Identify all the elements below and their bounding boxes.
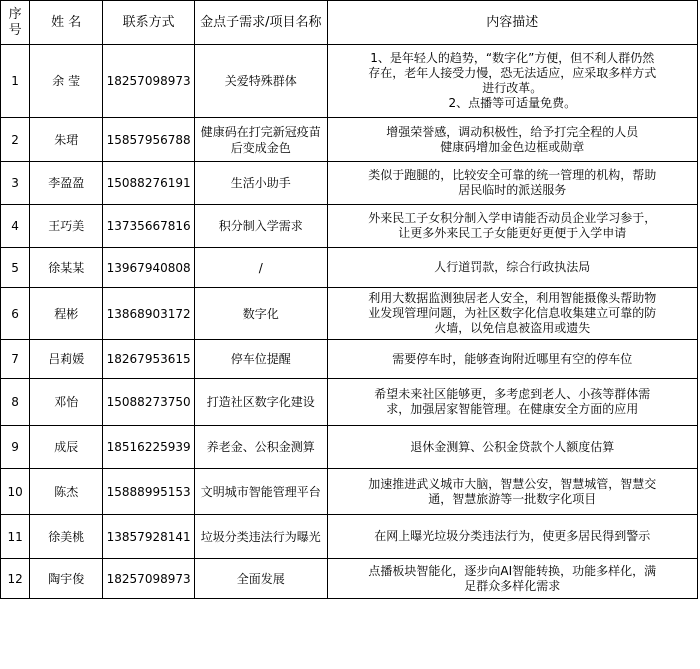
table-row xyxy=(1,379,698,426)
cell-phone: 15857956788 xyxy=(103,118,195,162)
desc-line: 健康码增加金色边框或勋章 xyxy=(440,139,585,154)
cell-phone: 15888995153 xyxy=(103,469,195,515)
header-no: 序号 xyxy=(1,1,30,45)
cell-name: 李盈盈 xyxy=(30,162,103,205)
desc-line: 足群众多样化需求 xyxy=(464,578,561,593)
cell-no: 11 xyxy=(1,515,30,559)
desc-line: 类似于跑腿的，比较安全可靠的统一管理的机构，帮助 xyxy=(368,168,657,182)
cell-name: 陈杰 xyxy=(30,469,103,515)
cell-phone: 18516225939 xyxy=(103,426,195,469)
desc-line: 退休金测算、公积金贷款个人额度估算 xyxy=(410,439,615,454)
header-project: 金点子需求/项目名称 xyxy=(195,1,328,45)
cell-phone: 18257098973 xyxy=(103,45,195,118)
cell-phone: 15088276191 xyxy=(103,162,195,205)
desc-line: 人行道罚款，综合行政执法局 xyxy=(434,260,591,274)
table-row xyxy=(1,248,698,288)
desc-line: 2、点播等可适量免费。 xyxy=(448,96,577,110)
desc-line: 进行改革。 xyxy=(482,81,543,95)
cell-desc xyxy=(327,205,697,248)
cell-name: 徐美桃 xyxy=(30,515,103,559)
cell-project: / xyxy=(195,248,328,288)
table-row xyxy=(1,288,698,340)
table-body xyxy=(1,45,698,599)
cell-name: 吕莉媛 xyxy=(30,340,103,379)
cell-phone: 13868903172 xyxy=(103,288,195,340)
cell-no: 2 xyxy=(1,118,30,162)
cell-no: 4 xyxy=(1,205,30,248)
cell-no: 6 xyxy=(1,288,30,340)
table-row xyxy=(1,162,698,205)
cell-phone: 18267953615 xyxy=(103,340,195,379)
cell-project: 停车位提醒 xyxy=(195,340,328,379)
cell-project: 全面发展 xyxy=(195,559,328,599)
cell-name: 邓怡 xyxy=(30,379,103,426)
cell-name: 徐某某 xyxy=(30,248,103,288)
cell-desc xyxy=(327,162,697,205)
cell-project: 数字化 xyxy=(195,288,328,340)
cell-name: 朱珺 xyxy=(30,118,103,162)
cell-name: 程彬 xyxy=(30,288,103,340)
cell-project: 养老金、公积金测算 xyxy=(195,426,328,469)
table-row xyxy=(1,426,698,469)
table-row xyxy=(1,515,698,559)
desc-line: 利用大数据监测独居老人安全，利用智能摄像头帮助物 xyxy=(368,291,657,305)
cell-project: 打造社区数字化建设 xyxy=(195,379,328,426)
cell-desc xyxy=(327,118,697,162)
cell-phone: 13857928141 xyxy=(103,515,195,559)
cell-desc xyxy=(327,340,697,379)
cell-project: 文明城市智能管理平台 xyxy=(195,469,328,515)
cell-desc xyxy=(327,45,697,118)
desc-line: 求，加强居家智能管理。在健康安全方面的应用 xyxy=(386,402,639,416)
cell-project: 垃圾分类违法行为曝光 xyxy=(195,515,328,559)
cell-phone: 13735667816 xyxy=(103,205,195,248)
desc-line: 业发现管理问题，为社区数字化信息收集建立可靠的防 xyxy=(368,306,657,320)
cell-project: 生活小助手 xyxy=(195,162,328,205)
desc-line: 存在，老年人接受力慢，恐无法适应，应采取多样方式 xyxy=(368,66,657,80)
cell-no: 9 xyxy=(1,426,30,469)
desc-line: 通，智慧旅游等一批数字化项目 xyxy=(428,491,597,506)
cell-no: 7 xyxy=(1,340,30,379)
cell-desc xyxy=(327,288,697,340)
table-row xyxy=(1,559,698,599)
cell-desc xyxy=(327,379,697,426)
cell-desc xyxy=(327,559,697,599)
cell-name: 陶宇俊 xyxy=(30,559,103,599)
cell-phone: 18257098973 xyxy=(103,559,195,599)
cell-no: 1 xyxy=(1,45,30,118)
table-row xyxy=(1,118,698,162)
table-row xyxy=(1,469,698,515)
header-desc: 内容描述 xyxy=(327,1,697,45)
cell-project: 健康码在打完新冠疫苗后变成金色 xyxy=(195,118,328,162)
desc-line: 希望未来社区能够更，多考虑到老人、小孩等群体需 xyxy=(374,387,651,401)
cell-desc xyxy=(327,515,697,559)
desc-line: 外来民工子女积分制入学申请能否动员企业学习参于， xyxy=(368,211,657,225)
cell-phone: 13967940808 xyxy=(103,248,195,288)
cell-no: 8 xyxy=(1,379,30,426)
desc-line: 让更多外来民工子女能更好更便于入学申请 xyxy=(398,226,627,240)
cell-no: 5 xyxy=(1,248,30,288)
table-row xyxy=(1,340,698,379)
cell-project: 关爱特殊群体 xyxy=(195,45,328,118)
cell-name: 余 莹 xyxy=(30,45,103,118)
desc-line: 居民临时的派送服务 xyxy=(458,183,567,197)
desc-line: 增强荣誉感，调动积极性，给予打完全程的人员 xyxy=(386,124,639,139)
header-phone: 联系方式 xyxy=(103,1,195,45)
desc-line: 火墙，以免信息被盗用或遗失 xyxy=(434,321,591,335)
table-row xyxy=(1,205,698,248)
desc-line: 1、是年轻人的趋势，“数字化”方便，但不利人群仍然 xyxy=(370,51,655,65)
table-row xyxy=(1,45,698,118)
desc-line: 在网上曝光垃圾分类违法行为，使更多居民得到警示 xyxy=(374,529,651,543)
cell-desc xyxy=(327,469,697,515)
header-name: 姓 名 xyxy=(30,1,103,45)
desc-line: 加速推进武义城市大脑，智慧公安，智慧城管，智慧交 xyxy=(368,476,657,491)
header-row xyxy=(1,1,698,45)
cell-desc xyxy=(327,426,697,469)
cell-name: 成辰 xyxy=(30,426,103,469)
cell-name: 王巧美 xyxy=(30,205,103,248)
cell-no: 10 xyxy=(1,469,30,515)
cell-no: 3 xyxy=(1,162,30,205)
cell-phone: 15088273750 xyxy=(103,379,195,426)
desc-line: 点播板块智能化，逐步向AI智能转换，功能多样化，满 xyxy=(368,563,657,578)
desc-line: 需要停车时，能够查询附近哪里有空的停车位 xyxy=(392,351,633,366)
cell-desc xyxy=(327,248,697,288)
cell-project: 积分制入学需求 xyxy=(195,205,328,248)
cell-no: 12 xyxy=(1,559,30,599)
